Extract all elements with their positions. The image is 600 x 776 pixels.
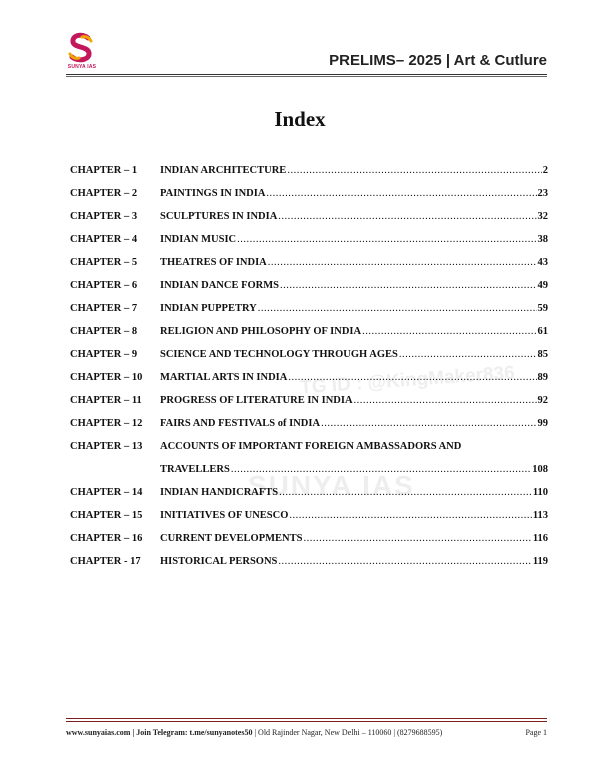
footer-links[interactable]: www.sunyaias.com | Join Telegram: t.me/sunyanotes50 — [66, 728, 253, 737]
chapter-title: ACCOUNTS OF IMPORTANT FOREIGN AMBASSADORS AND — [160, 441, 462, 452]
dot-leader — [303, 533, 531, 544]
page-number: 49 — [537, 280, 548, 291]
dot-leader — [258, 303, 537, 314]
chapter-title: THEATRES OF INDIA — [160, 257, 267, 268]
dot-leader — [321, 418, 536, 429]
toc-entry-1[interactable] — [70, 165, 548, 188]
page-number: 23 — [537, 188, 548, 199]
dot-leader — [354, 395, 537, 406]
dot-leader — [280, 280, 536, 291]
toc-entry-17[interactable] — [70, 556, 548, 579]
toc-entry-16[interactable] — [70, 533, 548, 556]
chapter-title: SCULPTURES IN INDIA — [160, 211, 278, 222]
page-number: 85 — [537, 349, 548, 360]
toc-entry-14[interactable] — [70, 487, 548, 510]
header-title: PRELIMS– 2025 | Art & Cutlure — [329, 52, 547, 69]
dot-leader — [362, 326, 536, 337]
footer-rule-thin — [66, 721, 547, 722]
chapter-number: CHAPTER – 2 — [70, 188, 138, 199]
chapter-title: INDIAN MUSIC — [160, 234, 237, 245]
chapter-title: CURRENT DEVELOPMENTS — [160, 533, 303, 544]
dot-leader — [278, 556, 531, 567]
toc-entry-8[interactable] — [70, 326, 548, 349]
chapter-number: CHAPTER – 3 — [70, 211, 138, 222]
dot-leader — [288, 372, 536, 383]
chapter-number: CHAPTER – 5 — [70, 257, 138, 268]
page-footer — [66, 728, 547, 737]
page-number: 32 — [537, 211, 548, 222]
chapter-number: CHAPTER – 14 — [70, 487, 143, 498]
toc-entry-11[interactable] — [70, 395, 548, 418]
dot-leader — [279, 487, 532, 498]
brand-watermark: SUNYA IAS — [248, 470, 415, 501]
page-number: 2 — [542, 165, 548, 176]
logo-text: SUNYA IAS — [67, 64, 97, 70]
footer-address: | Old Rajinder Nagar, New Delhi – 110060 | (8279688595) — [252, 728, 443, 737]
chapter-number: CHAPTER – 4 — [70, 234, 138, 245]
chapter-title: INDIAN DANCE FORMS — [160, 280, 280, 291]
toc-entry-15[interactable] — [70, 510, 548, 533]
chapter-number: CHAPTER - 17 — [70, 556, 141, 567]
toc-entry-9[interactable] — [70, 349, 548, 372]
dot-leader — [237, 234, 536, 245]
dot-leader — [266, 188, 536, 199]
toc-entry-10[interactable] — [70, 372, 548, 395]
toc-entry-13-continued[interactable] — [70, 464, 548, 487]
chapter-number: CHAPTER – 9 — [70, 349, 138, 360]
chapter-number: CHAPTER – 16 — [70, 533, 143, 544]
page-title: Index — [274, 107, 326, 131]
chapter-title: INDIAN ARCHITECTURE — [160, 165, 287, 176]
chapter-title: INDIAN PUPPETRY — [160, 303, 257, 314]
chapter-title: PAINTINGS IN INDIA — [160, 188, 266, 199]
chapter-title: INITIATIVES OF UNESCO — [160, 510, 289, 521]
chapter-title: RELIGION AND PHILOSOPHY OF INDIA — [160, 326, 362, 337]
page-number: 61 — [537, 326, 548, 337]
page-number: 116 — [532, 533, 548, 544]
header-rule — [66, 74, 547, 75]
chapter-title: HISTORICAL PERSONS — [160, 556, 278, 567]
toc-entry-7[interactable] — [70, 303, 548, 326]
footer-rule — [66, 718, 547, 719]
header-rule-thin — [66, 76, 547, 77]
page-number: 38 — [537, 234, 548, 245]
toc-entry-6[interactable] — [70, 280, 548, 303]
chapter-title: INDIAN HANDICRAFTS — [160, 487, 279, 498]
toc-entry-3[interactable] — [70, 211, 548, 234]
dot-leader — [278, 211, 536, 222]
page-number: 99 — [537, 418, 548, 429]
chapter-title: FAIRS AND FESTIVALS of INDIA — [160, 418, 321, 429]
page-number: 110 — [532, 487, 548, 498]
chapter-title: SCIENCE AND TECHNOLOGY THROUGH AGES — [160, 349, 398, 360]
page-number: 119 — [532, 556, 548, 567]
dot-leader — [399, 349, 537, 360]
dot-leader — [287, 165, 541, 176]
toc-entry-5[interactable] — [70, 257, 548, 280]
toc-entry-4[interactable] — [70, 234, 548, 257]
chapter-number: CHAPTER – 8 — [70, 326, 138, 337]
chapter-title: PROGRESS OF LITERATURE IN INDIA — [160, 395, 353, 406]
chapter-title-continued: TRAVELLERS — [160, 464, 230, 475]
dot-leader — [268, 257, 537, 268]
chapter-number: CHAPTER – 1 — [70, 165, 138, 176]
dot-leader — [289, 510, 531, 521]
chapter-title: MARTIAL ARTS IN INDIA — [160, 372, 288, 383]
telegram-watermark: TG ID : @KingMaker836 — [299, 362, 516, 399]
chapter-number: CHAPTER – 13 — [70, 441, 143, 452]
table-of-contents — [70, 165, 548, 579]
toc-entry-2[interactable] — [70, 188, 548, 211]
page-number: 59 — [537, 303, 548, 314]
chapter-number: CHAPTER – 15 — [70, 510, 143, 521]
page-number: 89 — [537, 372, 548, 383]
page-number-label: Page 1 — [525, 728, 547, 737]
chapter-number: CHAPTER – 11 — [70, 395, 142, 406]
chapter-number: CHAPTER – 6 — [70, 280, 138, 291]
chapter-number: CHAPTER – 10 — [70, 372, 143, 383]
chapter-number: CHAPTER – 7 — [70, 303, 138, 314]
page-number: 113 — [532, 510, 548, 521]
footer-info — [66, 728, 442, 737]
chapter-number: CHAPTER – 12 — [70, 418, 143, 429]
dot-leader — [231, 464, 531, 475]
page-number: 92 — [537, 395, 548, 406]
toc-entry-12[interactable] — [70, 418, 548, 441]
page-number: 108 — [532, 464, 548, 475]
page-number: 43 — [537, 257, 548, 268]
toc-entry-13[interactable] — [70, 441, 548, 464]
